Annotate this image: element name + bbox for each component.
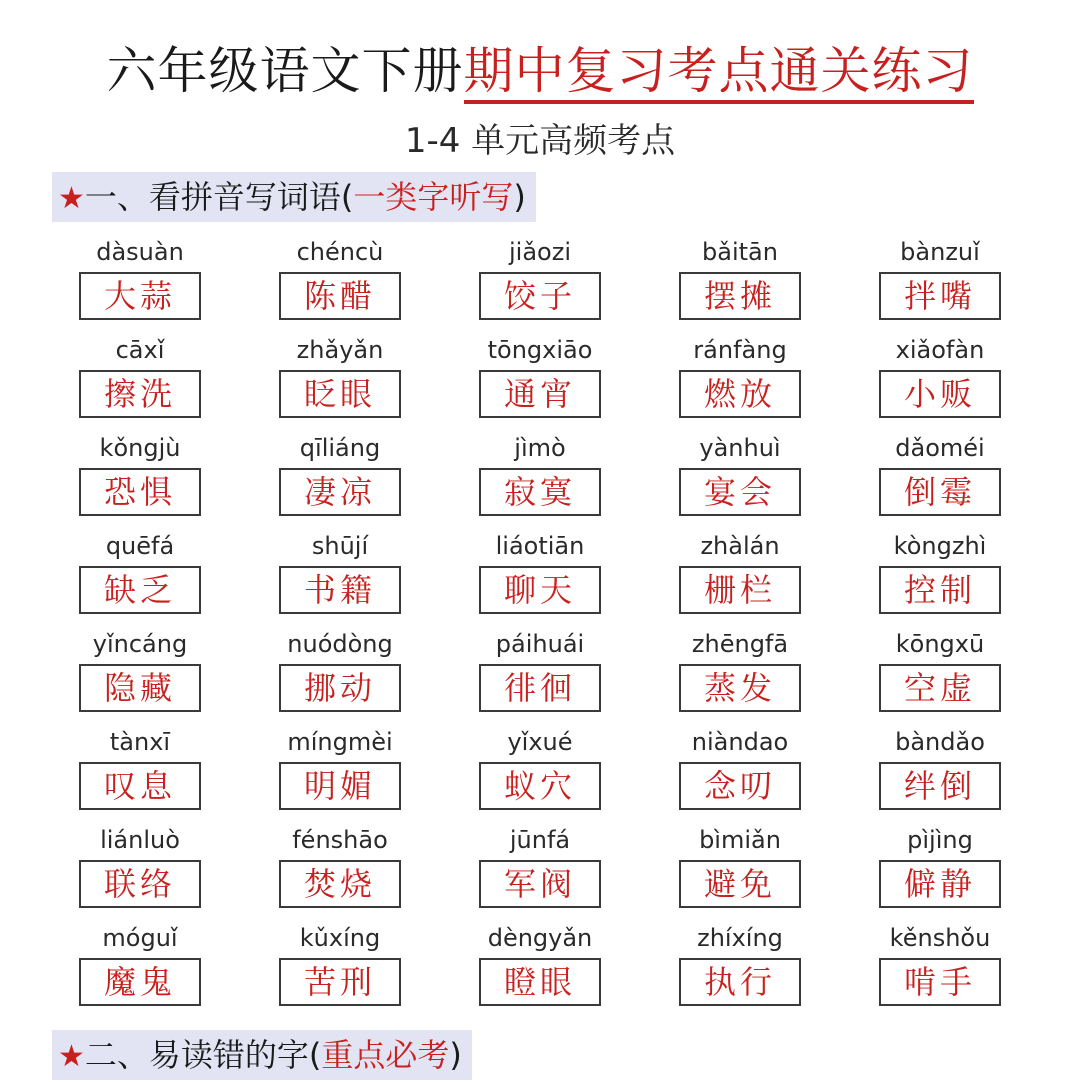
- word-answer-box: 燃放: [679, 370, 801, 418]
- word-answer-box: 焚烧: [279, 860, 401, 908]
- title-red-part: 期中复习考点通关练习: [464, 42, 974, 104]
- word-answer-box: 栅栏: [679, 566, 801, 614]
- section-heading-2-highlight: 重点必考: [321, 1036, 450, 1074]
- word-item: [40, 330, 240, 428]
- word-item: [840, 722, 1040, 820]
- section-heading-2-label: 二、易读错的字(: [84, 1036, 322, 1074]
- word-item: [240, 330, 440, 428]
- word-item: [640, 918, 840, 1016]
- pinyin-label: bǎitān: [702, 238, 778, 266]
- word-answer-box: 魔鬼: [79, 958, 201, 1006]
- pinyin-label: qīliáng: [299, 434, 381, 462]
- word-answer-box: 恐惧: [79, 468, 201, 516]
- word-item: [840, 820, 1040, 918]
- word-item: [240, 624, 440, 722]
- word-answer-box: 联络: [79, 860, 201, 908]
- word-item: [440, 428, 640, 526]
- word-item: [240, 232, 440, 330]
- pinyin-label: kěnshǒu: [889, 924, 991, 952]
- pinyin-label: pìjìng: [907, 826, 973, 854]
- word-item: [640, 232, 840, 330]
- star-icon: ★: [58, 1039, 85, 1074]
- word-item: [640, 722, 840, 820]
- pinyin-label: kǒngjù: [99, 434, 181, 462]
- page-subtitle: 1-4 单元高频考点: [404, 121, 676, 161]
- word-item: [240, 722, 440, 820]
- word-item: [840, 232, 1040, 330]
- pinyin-label: shūjí: [311, 532, 369, 560]
- word-answer-box: 僻静: [879, 860, 1001, 908]
- word-answer-box: 凄凉: [279, 468, 401, 516]
- word-answer-box: 蒸发: [679, 664, 801, 712]
- pinyin-label: jìmò: [514, 434, 566, 462]
- pinyin-label: míngmèi: [287, 728, 393, 756]
- word-item: [840, 330, 1040, 428]
- word-answer-box: 聊天: [479, 566, 601, 614]
- pinyin-label: tōngxiāo: [487, 336, 593, 364]
- pinyin-label: fénshāo: [292, 826, 388, 854]
- word-item: [840, 624, 1040, 722]
- word-item: [640, 624, 840, 722]
- word-answer-box: 军阀: [479, 860, 601, 908]
- word-item: [40, 722, 240, 820]
- pinyin-label: kōngxū: [895, 630, 985, 658]
- word-item: [640, 428, 840, 526]
- pinyin-label: jiǎozi: [509, 238, 571, 266]
- word-answer-box: 通宵: [479, 370, 601, 418]
- word-answer-box: 缺乏: [79, 566, 201, 614]
- word-item: [640, 820, 840, 918]
- word-grid: [40, 232, 1040, 1016]
- word-answer-box: 明媚: [279, 762, 401, 810]
- word-item: [40, 820, 240, 918]
- word-item: [40, 918, 240, 1016]
- word-item: [40, 428, 240, 526]
- word-answer-box: 大蒜: [79, 272, 201, 320]
- word-item: [440, 918, 640, 1016]
- pinyin-label: niàndao: [691, 728, 789, 756]
- pinyin-label: quēfá: [105, 532, 175, 560]
- star-icon: ★: [58, 181, 85, 216]
- word-answer-box: 瞪眼: [479, 958, 601, 1006]
- pinyin-label: kòngzhì: [893, 532, 987, 560]
- word-item: [440, 624, 640, 722]
- word-answer-box: 苦刑: [279, 958, 401, 1006]
- word-item: [440, 232, 640, 330]
- word-item: [840, 428, 1040, 526]
- pinyin-label: bìmiǎn: [699, 826, 781, 854]
- pinyin-label: dàsuàn: [96, 238, 184, 266]
- pinyin-label: zhàlán: [700, 532, 780, 560]
- word-item: [440, 526, 640, 624]
- pinyin-label: zhǎyǎn: [296, 336, 384, 364]
- word-answer-box: 小贩: [879, 370, 1001, 418]
- word-answer-box: 寂寞: [479, 468, 601, 516]
- word-item: [240, 428, 440, 526]
- word-item: [440, 820, 640, 918]
- pinyin-label: yànhuì: [699, 434, 781, 462]
- word-item: [440, 722, 640, 820]
- pinyin-label: tànxī: [109, 728, 171, 756]
- word-answer-box: 徘徊: [479, 664, 601, 712]
- pinyin-label: xiǎofàn: [895, 336, 985, 364]
- word-item: [640, 330, 840, 428]
- section-heading-2-close: ): [449, 1036, 462, 1074]
- section-heading-1: [52, 172, 536, 222]
- word-answer-box: 避免: [679, 860, 801, 908]
- pinyin-label: bànzuǐ: [900, 238, 980, 266]
- pinyin-label: cāxǐ: [115, 336, 165, 364]
- section-heading-1-highlight: 一类字听写: [353, 178, 514, 216]
- word-answer-box: 陈醋: [279, 272, 401, 320]
- word-answer-box: 绊倒: [879, 762, 1001, 810]
- word-answer-box: 念叨: [679, 762, 801, 810]
- word-answer-box: 蚁穴: [479, 762, 601, 810]
- pinyin-label: dǎoméi: [895, 434, 985, 462]
- word-answer-box: 叹息: [79, 762, 201, 810]
- word-answer-box: 挪动: [279, 664, 401, 712]
- word-answer-box: 倒霉: [879, 468, 1001, 516]
- pinyin-label: jūnfá: [509, 826, 571, 854]
- word-item: [40, 624, 240, 722]
- pinyin-label: yǐncáng: [92, 630, 188, 658]
- word-answer-box: 拌嘴: [879, 272, 1001, 320]
- word-item: [840, 918, 1040, 1016]
- word-answer-box: 摆摊: [679, 272, 801, 320]
- pinyin-label: bàndǎo: [895, 728, 985, 756]
- pinyin-label: yǐxué: [507, 728, 573, 756]
- word-answer-box: 宴会: [679, 468, 801, 516]
- pinyin-label: dèngyǎn: [487, 924, 593, 952]
- word-item: [240, 820, 440, 918]
- pinyin-label: liánluò: [100, 826, 180, 854]
- word-item: [240, 526, 440, 624]
- title-black-part: 六年级语文下册: [106, 42, 464, 100]
- word-answer-box: 控制: [879, 566, 1001, 614]
- pinyin-label: nuódòng: [287, 630, 393, 658]
- word-item: [840, 526, 1040, 624]
- pinyin-label: ránfàng: [693, 336, 787, 364]
- pinyin-label: chéncù: [296, 238, 384, 266]
- section-heading-1-close: ): [513, 178, 526, 216]
- pinyin-label: páihuái: [495, 630, 585, 658]
- word-item: [40, 232, 240, 330]
- pinyin-label: zhēngfā: [691, 630, 789, 658]
- word-answer-box: 擦洗: [79, 370, 201, 418]
- section-heading-1-label: 一、看拼音写词语(: [84, 178, 354, 216]
- word-answer-box: 眨眼: [279, 370, 401, 418]
- word-item: [240, 918, 440, 1016]
- word-answer-box: 书籍: [279, 566, 401, 614]
- pinyin-label: móguǐ: [102, 924, 178, 952]
- word-item: [640, 526, 840, 624]
- pinyin-label: liáotiān: [495, 532, 585, 560]
- pinyin-label: kǔxíng: [299, 924, 381, 952]
- word-answer-box: 执行: [679, 958, 801, 1006]
- page-title: [0, 40, 1080, 102]
- section-heading-2: [52, 1030, 472, 1080]
- word-item: [440, 330, 640, 428]
- word-answer-box: 空虚: [879, 664, 1001, 712]
- pinyin-label: zhíxíng: [697, 924, 783, 952]
- word-answer-box: 隐藏: [79, 664, 201, 712]
- word-item: [40, 526, 240, 624]
- word-answer-box: 饺子: [479, 272, 601, 320]
- word-answer-box: 啃手: [879, 958, 1001, 1006]
